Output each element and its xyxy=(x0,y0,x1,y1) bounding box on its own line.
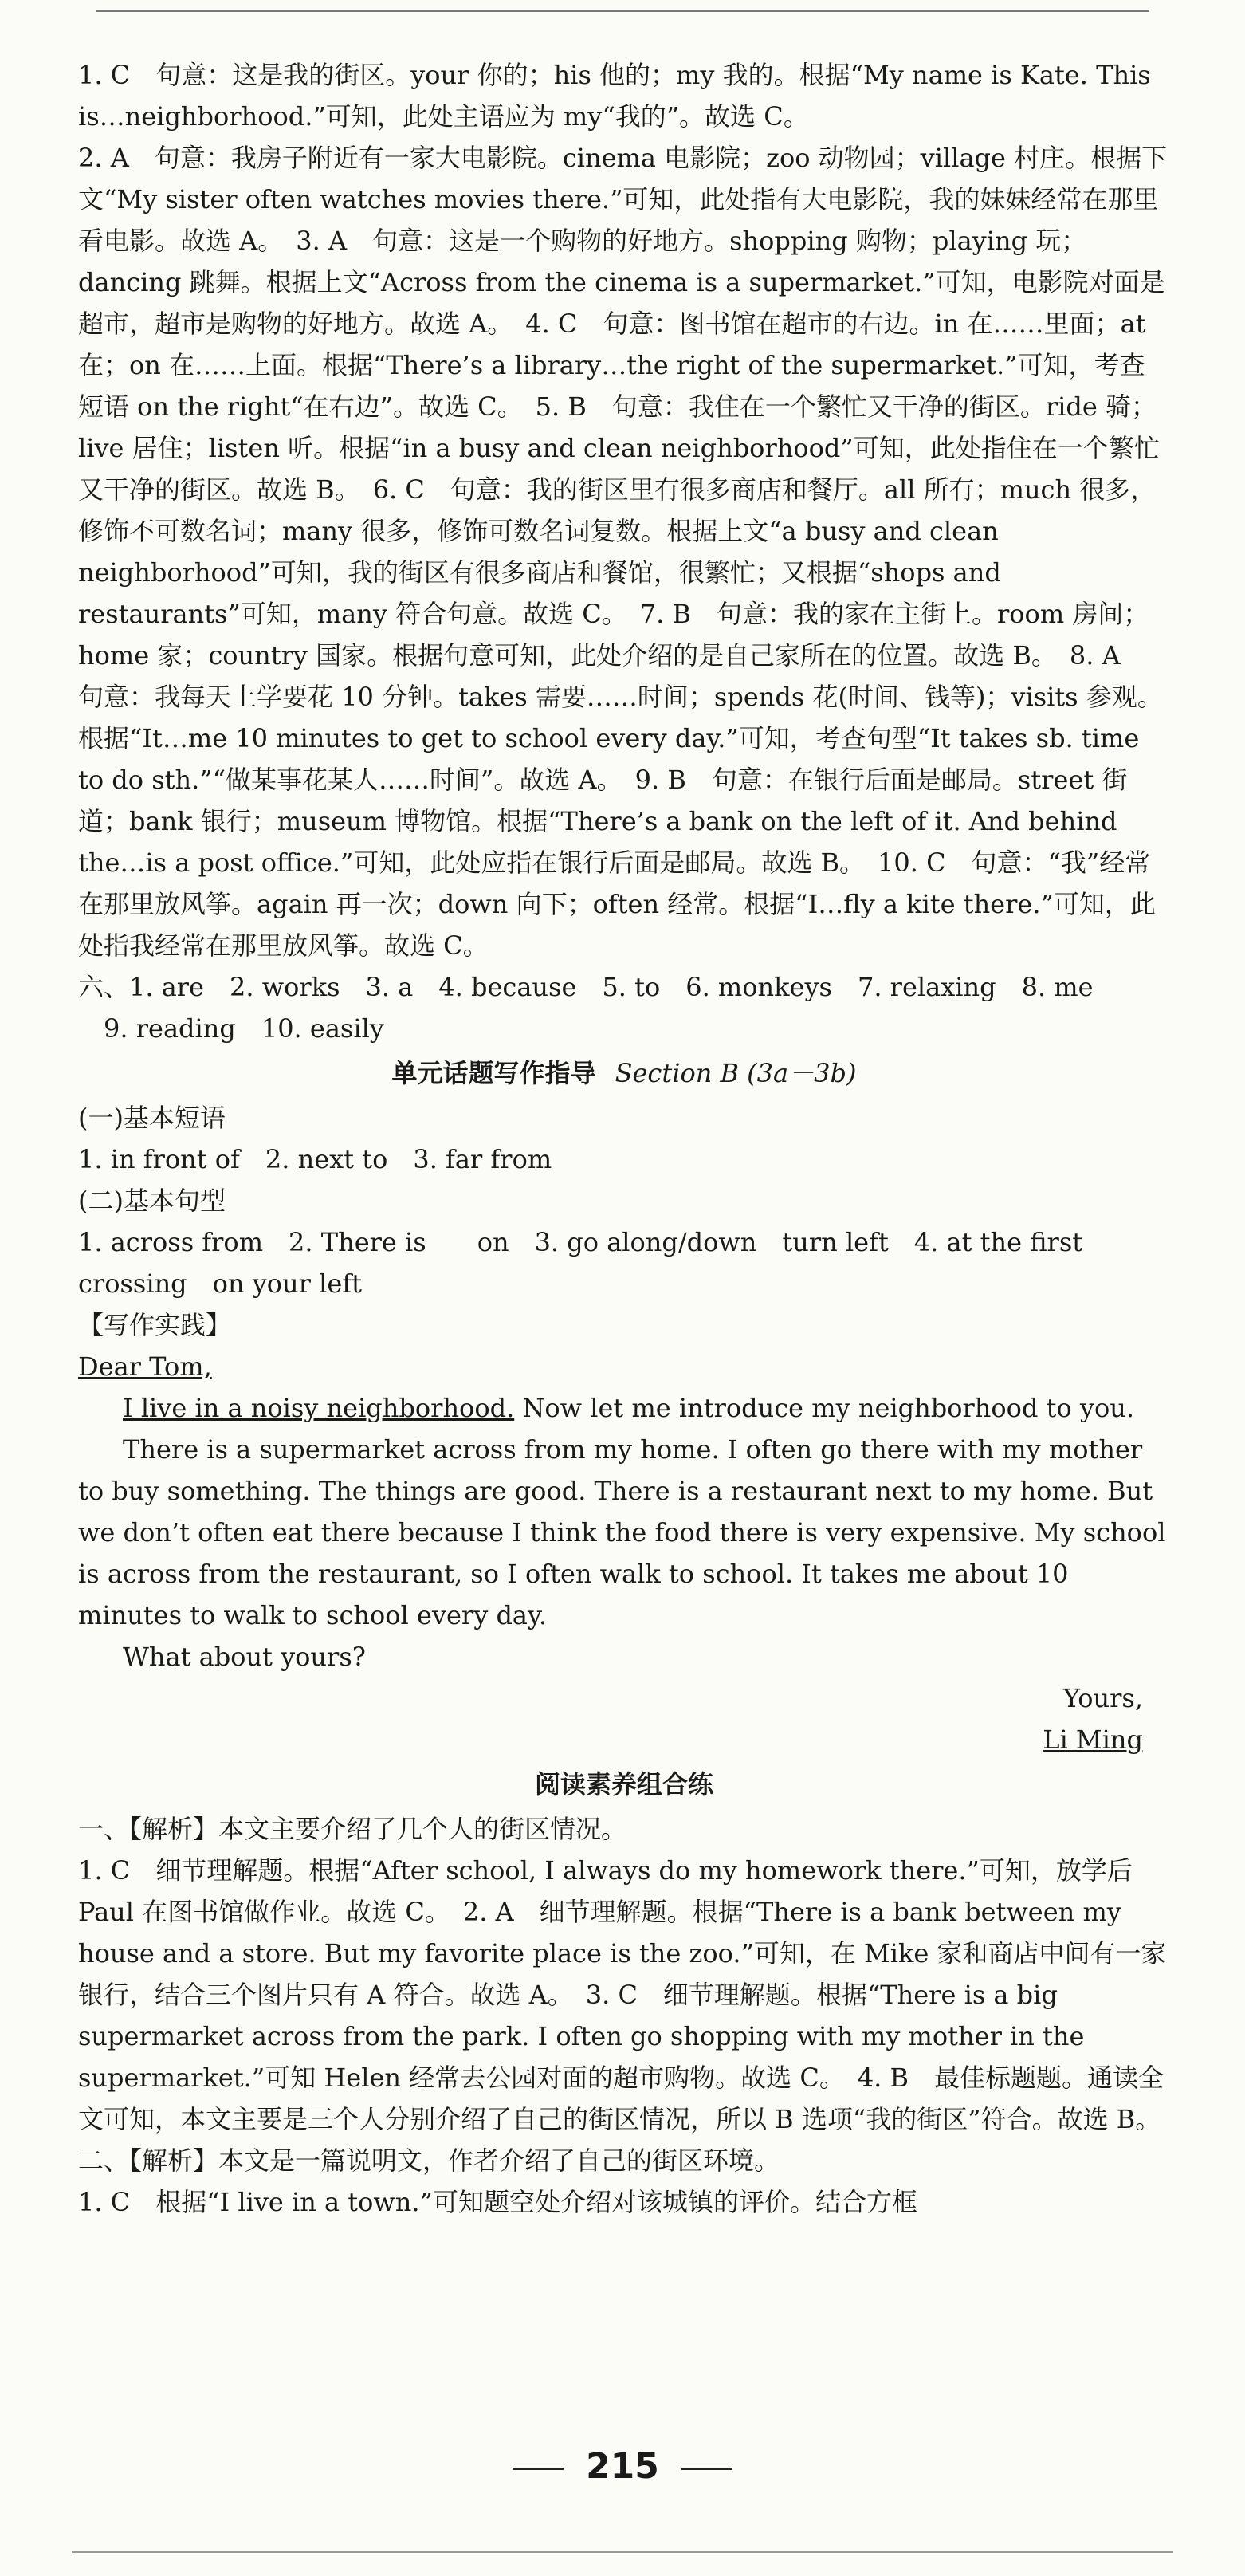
writing-guide-heading: 单元话题写作指导 xyxy=(391,1058,596,1088)
answer-item: 2. A 句意：我房子附近有一家大电影院。cinema 电影院；zoo 动物园；village 村庄。根据下文“My sister often watches movies there.”可知，此处指有大电影院，我的妹妹经常在那里看电影。故选 A。 3. A 句意：这是一个购物的好地方。shopping 购物；playing 玩；dancing 跳舞。根据上文“Across from the cinema is a supermarket.”可知，电影院对面是超市，超市是购物的好地方。故选 A。 4. C 句意：图书馆在超市的右边。in 在……里面；at 在；on 在……上面。根据“There’s a library…the right of the supermarket.”可知，考查短语 on the right“在右边”。故选 C。 5. B 句意：我住在一个繁忙又干净的街区。ride 骑；live 居住；listen 听。根据“in a busy and clean neighborhood”可知，此处指住在一个繁忙又干净的街区。故选 B。 6. C 句意：我的街区里有很多商店和餐厅。all 所有；much 很多，修饰不可数名词；many 很多，修饰可数名词复数。根据上文“a busy and clean neighborhood”可知，我的街区有很多商店和餐馆，很繁忙；又根据“shops and restaurants”可知，many 符合句意。故选 C。 7. B 句意：我的家在主街上。room 房间；home 家；country 国家。根据句意可知，此处介绍的是自己家所在的位置。故选 B。 8. A 句意：我每天上学要花 10 分钟。takes 需要……时间；spends 花(时间、钱等)；visits 参观。根据“It…me 10 minutes to get to school every day.”可知，考查句型“It takes sb. time to do sth.”“做某事花某人……时间”。故选 A。 9. B 句意：在银行后面是邮局。street 街道；bank 银行；museum 博物馆。根据“There’s a bank on the left of it. And behind the…is a post office.”可知，此处应指在银行后面是邮局。故选 B。 10. C 句意：“我”经常在那里放风筝。again 再一次；down 向下；often 经常。根据“I…fly a kite there.”可知，此处指我经常在那里放风筝。故选 C。 xyxy=(78,143,1168,961)
part6-prefix: 六、 xyxy=(78,972,130,1002)
letter-topic-sentence: I live in a noisy neighborhood. xyxy=(123,1393,515,1423)
answer-item: 1. C 句意：这是我的街区。your 你的；his 他的；my 我的。根据“My name is Kate. This is…neighborhood.”可知，此处主语应为 my“我的”。故选 C。 xyxy=(78,60,1151,132)
phrases-heading: (一)基本短语 xyxy=(78,1103,226,1133)
sentences-list: 1. across from 2. There is on 3. go along/down turn left 4. at the first crossing on your left xyxy=(78,1227,1083,1299)
page-number-dash-left xyxy=(513,2468,564,2470)
phrases-list: 1. in front of 2. next to 3. far from xyxy=(78,1144,552,1174)
part6-answers: 1. are 2. works 3. a 4. because 5. to 6. monkeys 7. relaxing 8. me xyxy=(129,972,1094,1002)
reading-section-2-answers: 1. C 根据“I live in a town.”可知题空处介绍对该城镇的评价。结合方框 xyxy=(78,2187,917,2217)
letter-para-3: What about yours? xyxy=(123,1642,366,1672)
letter-signature: Li Ming xyxy=(1043,1725,1143,1755)
answer-content xyxy=(78,54,1170,2223)
reading-title: 阅读素养组合练 xyxy=(534,1769,713,1799)
letter-para-1-rest: Now let me introduce my neighborhood to you. xyxy=(514,1393,1135,1423)
part6-line2: 9. reading 10. easily xyxy=(104,1013,384,1044)
page-number-dash-right xyxy=(681,2468,732,2470)
reading-section-1: 一、【解析】本文主要介绍了几个人的街区情况。 xyxy=(78,1814,627,1844)
letter-para-2: There is a supermarket across from my home. I often go there with my mother to buy something. The things are good. There is a restaurant next to my home. But we don’t often eat there because I think the food there is very expensive. My school is across from the restaurant, so I often walk to school. It takes me about 10 minutes to walk to school every day. xyxy=(78,1434,1166,1630)
reading-section-1-answers: 1. C 细节理解题。根据“After school, I always do my homework there.”可知，放学后 Paul 在图书馆做作业。故选 C。 2. A 细节理解题。根据“There is a bank between my house and a store. But my favorite place is the zoo.”可知，在 Mike 家和商店中间有一家银行，结合三个图片只有 A 符合。故选 A。 3. C 细节理解题。根据“There is a big supermarket across from the park. I often go shopping with my mother in the supermarket.”可知 Helen 经常去公园对面的超市购物。故选 C。 4. B 最佳标题题。通读全文可知，本文主要是三个人分别介绍了自己的街区情况，所以 B 选项“我的街区”符合。故选 B。 xyxy=(78,1855,1167,2134)
writing-guide-title xyxy=(78,1052,1170,1094)
practice-heading: 【写作实践】 xyxy=(78,1310,232,1340)
letter-para-1 xyxy=(78,1387,1170,1429)
part6-line1 xyxy=(78,966,1170,1008)
bottom-rule xyxy=(72,2551,1173,2553)
sample-letter xyxy=(78,1346,1170,1760)
writing-guide-subtitle: Section B (3a－3b) xyxy=(615,1058,857,1088)
top-rule xyxy=(96,10,1149,12)
letter-closing: Yours, xyxy=(1062,1683,1143,1713)
reading-section-2: 二、【解析】本文是一篇说明文，作者介绍了自己的街区环境。 xyxy=(78,2145,780,2176)
page-number-value: 215 xyxy=(586,2446,659,2487)
sentences-heading: (二)基本句型 xyxy=(78,1186,226,1216)
page-number xyxy=(0,2446,1245,2487)
letter-greeting: Dear Tom, xyxy=(78,1351,212,1382)
